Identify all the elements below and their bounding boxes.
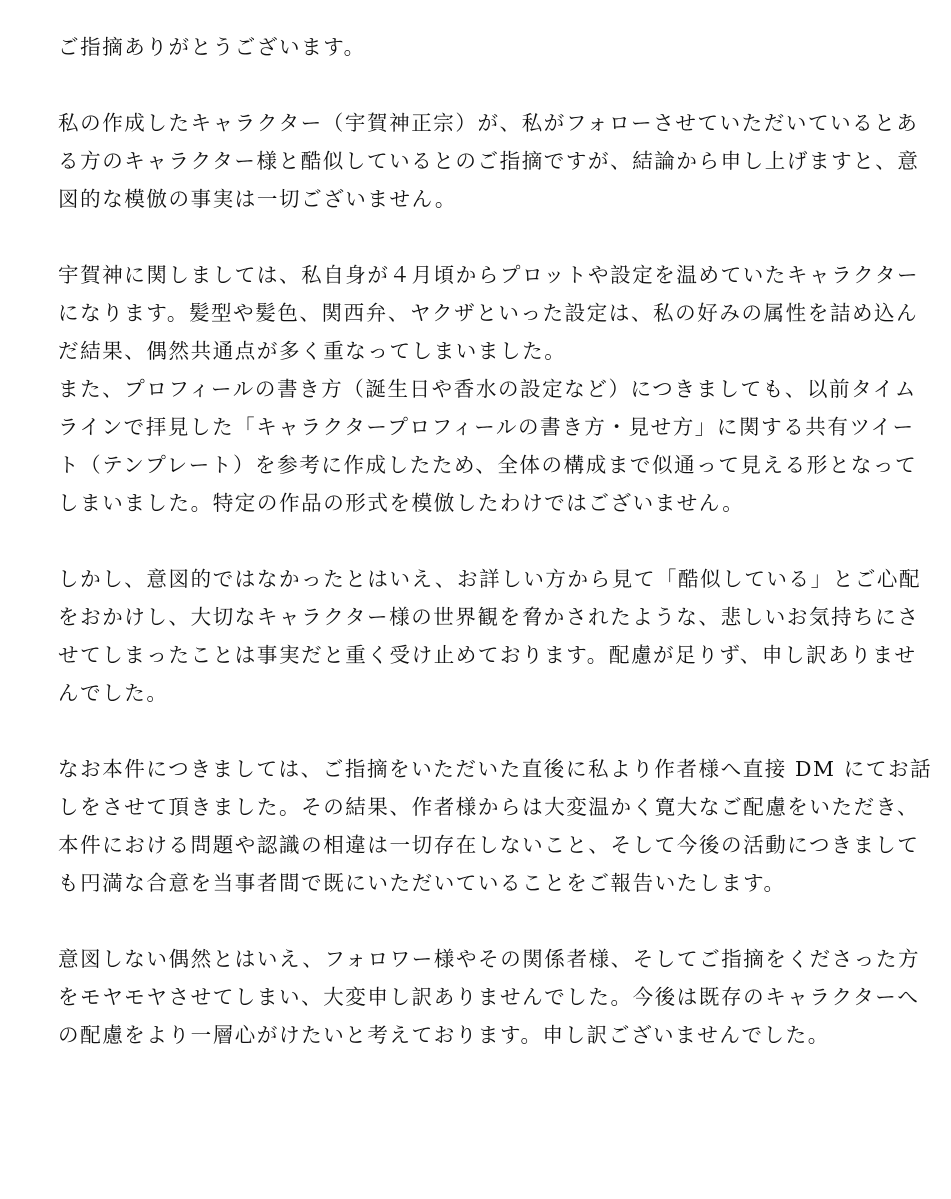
text-line: 意図しない偶然とはいえ、フォロワー様やその関係者様、そしてご指摘をくださった方 [58, 947, 921, 971]
paragraph-profile-format [58, 370, 918, 522]
text-line: また、プロフィールの書き方（誕生日や香水の設定など）につきましても、以前タイム [58, 377, 918, 401]
text-line: をモヤモヤさせてしまい、大変申し訳ありませんでした。今後は既存のキャラクターへ [58, 985, 920, 1009]
text-line: しまいました。特定の作品の形式を模倣したわけではございません。 [58, 491, 745, 515]
text-line: の配慮をより一層心がけたいと考えております。申し訳ございませんでした。 [58, 1023, 830, 1047]
text-line: なお本件につきましては、ご指摘をいただいた直後に私より作者様へ直接 DM にてお話 [58, 757, 933, 781]
text-line: 本件における問題や認識の相違は一切存在しないこと、そして今後の活動につきまして [58, 833, 920, 857]
text-line: をおかけし、大切なキャラクター様の世界観を脅かされたような、悲しいお気持ちにさ [58, 605, 920, 629]
paragraph-conclusion [58, 104, 920, 218]
text-line: も円満な合意を当事者間で既にいただいていることをご報告いたします。 [58, 871, 786, 895]
apology-document [58, 28, 933, 1054]
paragraph-closing [58, 940, 921, 1054]
text-line: ご指摘ありがとうございます。 [58, 35, 366, 59]
text-line: しかし、意図的ではなかったとはいえ、お詳しい方から見て「酷似している」とご心配 [58, 567, 922, 591]
text-line: せてしまったことは事実だと重く受け止めております。配慮が足りず、申し訳ありませ [58, 643, 917, 667]
paragraph-character-background [58, 256, 920, 370]
paragraph-author-agreement [58, 750, 933, 902]
paragraph-apology [58, 560, 922, 712]
text-line: になります。髪型や髪色、関西弁、ヤクザといった設定は、私の好みの属性を詰め込ん [58, 301, 919, 325]
text-line: 私の作成したキャラクター（宇賀神正宗）が、私がフォローさせていただいているとあ [58, 111, 919, 135]
text-line: ト（テンプレート）を参考に作成したため、全体の構成まで似通って見える形となって [58, 453, 918, 477]
paragraph-greeting [58, 28, 898, 66]
text-line: だ結果、偶然共通点が多く重なってしまいました。 [58, 339, 567, 363]
text-line: 図的な模倣の事実は一切ございません。 [58, 187, 458, 211]
text-line: ラインで拝見した「キャラクタープロフィールの書き方・見せ方」に関する共有ツイー [58, 415, 915, 439]
text-line: る方のキャラクター様と酷似しているとのご指摘ですが、結論から申し上げますと、意 [58, 149, 920, 173]
text-line: 宇賀神に関しましては、私自身が４月頃からプロットや設定を温めていたキャラクター [58, 263, 920, 287]
text-line: んでした。 [58, 681, 169, 705]
text-line: しをさせて頂きました。その結果、作者様からは大変温かく寛大なご配慮をいただき、 [58, 795, 920, 819]
